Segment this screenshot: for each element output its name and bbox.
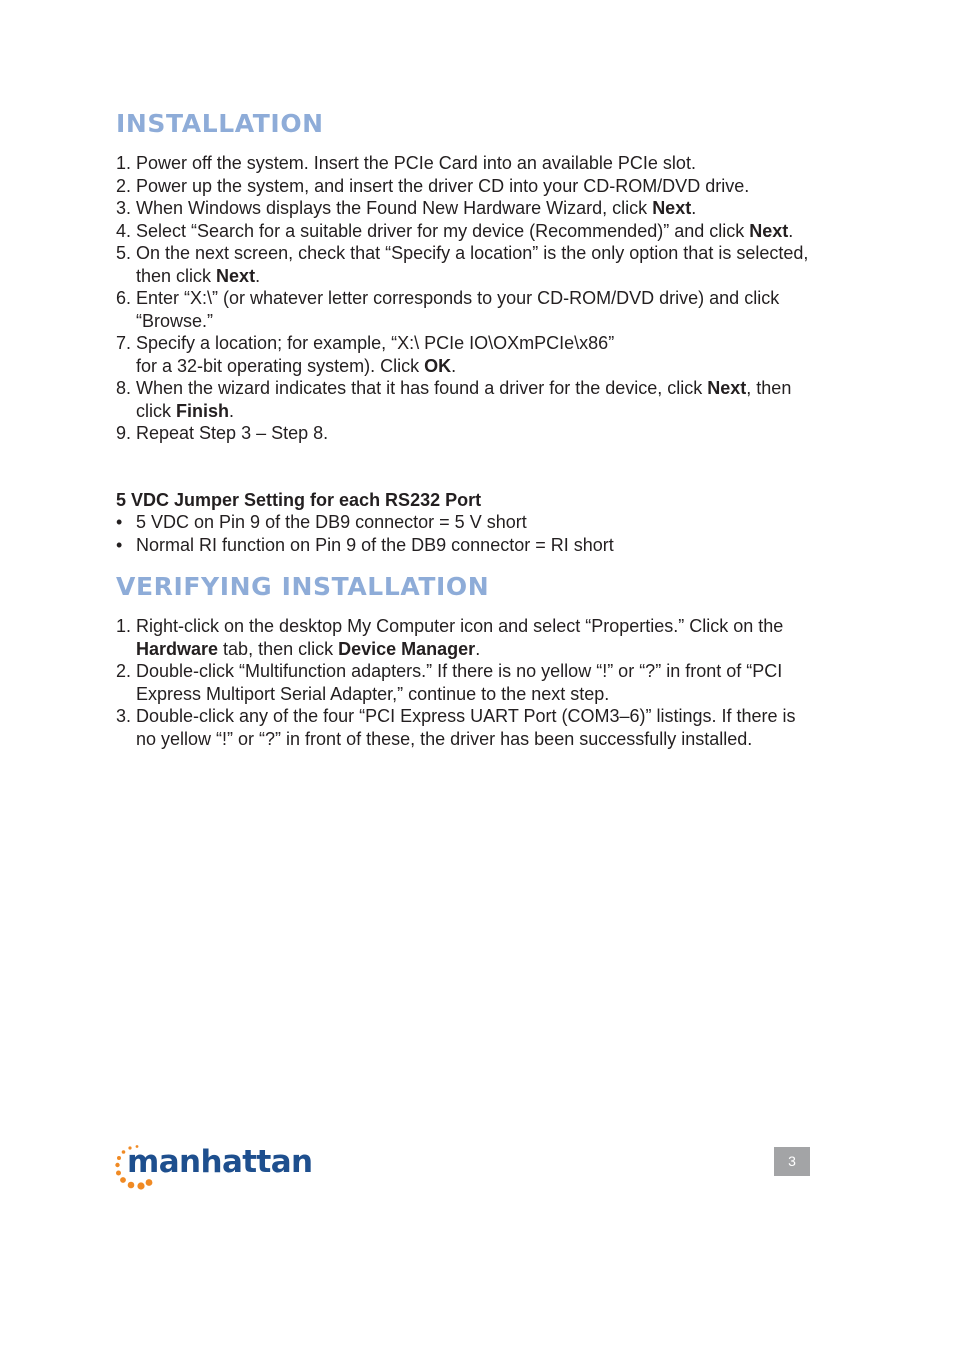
list-item (116, 332, 816, 377)
step-number: 1. (116, 616, 132, 636)
list-item (116, 152, 816, 175)
step-number: 1. (116, 153, 132, 173)
list-item (116, 615, 816, 660)
list-item (116, 220, 816, 243)
step-text: Power off the system. Insert the PCIe Card into an available PCIe slot. (136, 153, 696, 173)
step-text: When the wizard indicates that it has found a driver for the device, click (136, 378, 708, 398)
step-number: 5. (116, 243, 132, 263)
step-text: Power up the system, and insert the driver CD into your CD-ROM/DVD drive. (136, 175, 750, 196)
page-number: 3 (774, 1147, 810, 1176)
list-item-text: Normal RI function on Pin 9 of the DB9 connector = RI short (136, 534, 614, 555)
step-number: 2. (116, 661, 132, 681)
step-text: Specify a location; for example, “X:\ PCIe IO\OXmPCIe\x86” (136, 333, 615, 353)
list-item (116, 242, 816, 287)
step-number: 4. (116, 220, 132, 241)
list-item (116, 511, 816, 534)
step-number: 6. (116, 288, 132, 308)
step-text: . (691, 198, 697, 218)
jumper-setting-list (116, 511, 816, 556)
list-item-text: 5 VDC on Pin 9 of the DB9 connector = 5 V short (136, 512, 527, 532)
installation-heading: INSTALLATION (116, 109, 324, 138)
list-item (116, 660, 816, 705)
step-number: 3. (116, 706, 132, 726)
step-text: Enter “X:\” (or whatever letter corresponds to your CD-ROM/DVD drive) and click “Browse.” (136, 288, 780, 331)
step-text: . (475, 638, 481, 659)
list-item (116, 377, 816, 422)
list-item (116, 422, 816, 445)
bold-term: Hardware (136, 638, 219, 659)
step-text: tab, then click (218, 638, 339, 659)
installation-steps (116, 152, 816, 445)
step-number: 3. (116, 198, 132, 218)
step-text: . (451, 355, 457, 376)
step-number: 8. (116, 378, 132, 398)
bold-term: OK (424, 355, 452, 376)
step-text: Select “Search for a suitable driver for my device (Recommended)” and click (136, 220, 750, 241)
step-text: . (788, 220, 794, 241)
step-text: . (255, 265, 261, 286)
list-item (116, 287, 816, 332)
bullet: • (116, 534, 123, 555)
step-text: Right-click on the desktop My Computer icon and select “Properties.” Click on the (136, 616, 784, 636)
verifying-heading: VERIFYING INSTALLATION (116, 572, 490, 601)
manhattan-logo (113, 1140, 313, 1192)
step-number: 2. (116, 175, 132, 196)
list-item (116, 705, 816, 750)
bold-term: Device Manager (338, 638, 476, 659)
bullet: • (116, 512, 123, 532)
verifying-steps (116, 615, 816, 750)
bold-term: Finish (176, 400, 229, 421)
logo-wordmark: manhattan (127, 1144, 313, 1180)
step-text: Double-click “Multifunction adapters.” If there is no yellow “!” or “?” in front of “PCI Express Multiport Serial Adapter,” continue to the next step. (136, 661, 783, 704)
list-item (116, 534, 816, 557)
list-item (116, 175, 816, 198)
step-text: When Windows displays the Found New Hardware Wizard, click (136, 198, 653, 218)
bold-term: Next (749, 220, 789, 241)
step-number: 7. (116, 333, 132, 353)
bold-term: Next (707, 378, 747, 398)
step-text: On the next screen, check that “Specify a location” is the only option that is selected, then click (136, 243, 809, 286)
jumper-setting-title: 5 VDC Jumper Setting for each RS232 Port (116, 490, 482, 510)
step-text: . (229, 400, 235, 421)
step-text: Double-click any of the four “PCI Express UART Port (COM3–6)” listings. If there is no yellow “!” or “?” in front of these, the driver has been successfully installed. (136, 706, 796, 749)
step-text: , then click (136, 378, 792, 421)
step-text: Repeat Step 3 – Step 8. (136, 423, 329, 443)
step-number: 9. (116, 423, 132, 443)
bold-term: Next (216, 265, 256, 286)
bold-term: Next (652, 198, 692, 218)
list-item (116, 197, 816, 220)
step-text: for a 32-bit operating system). Click (136, 355, 425, 376)
